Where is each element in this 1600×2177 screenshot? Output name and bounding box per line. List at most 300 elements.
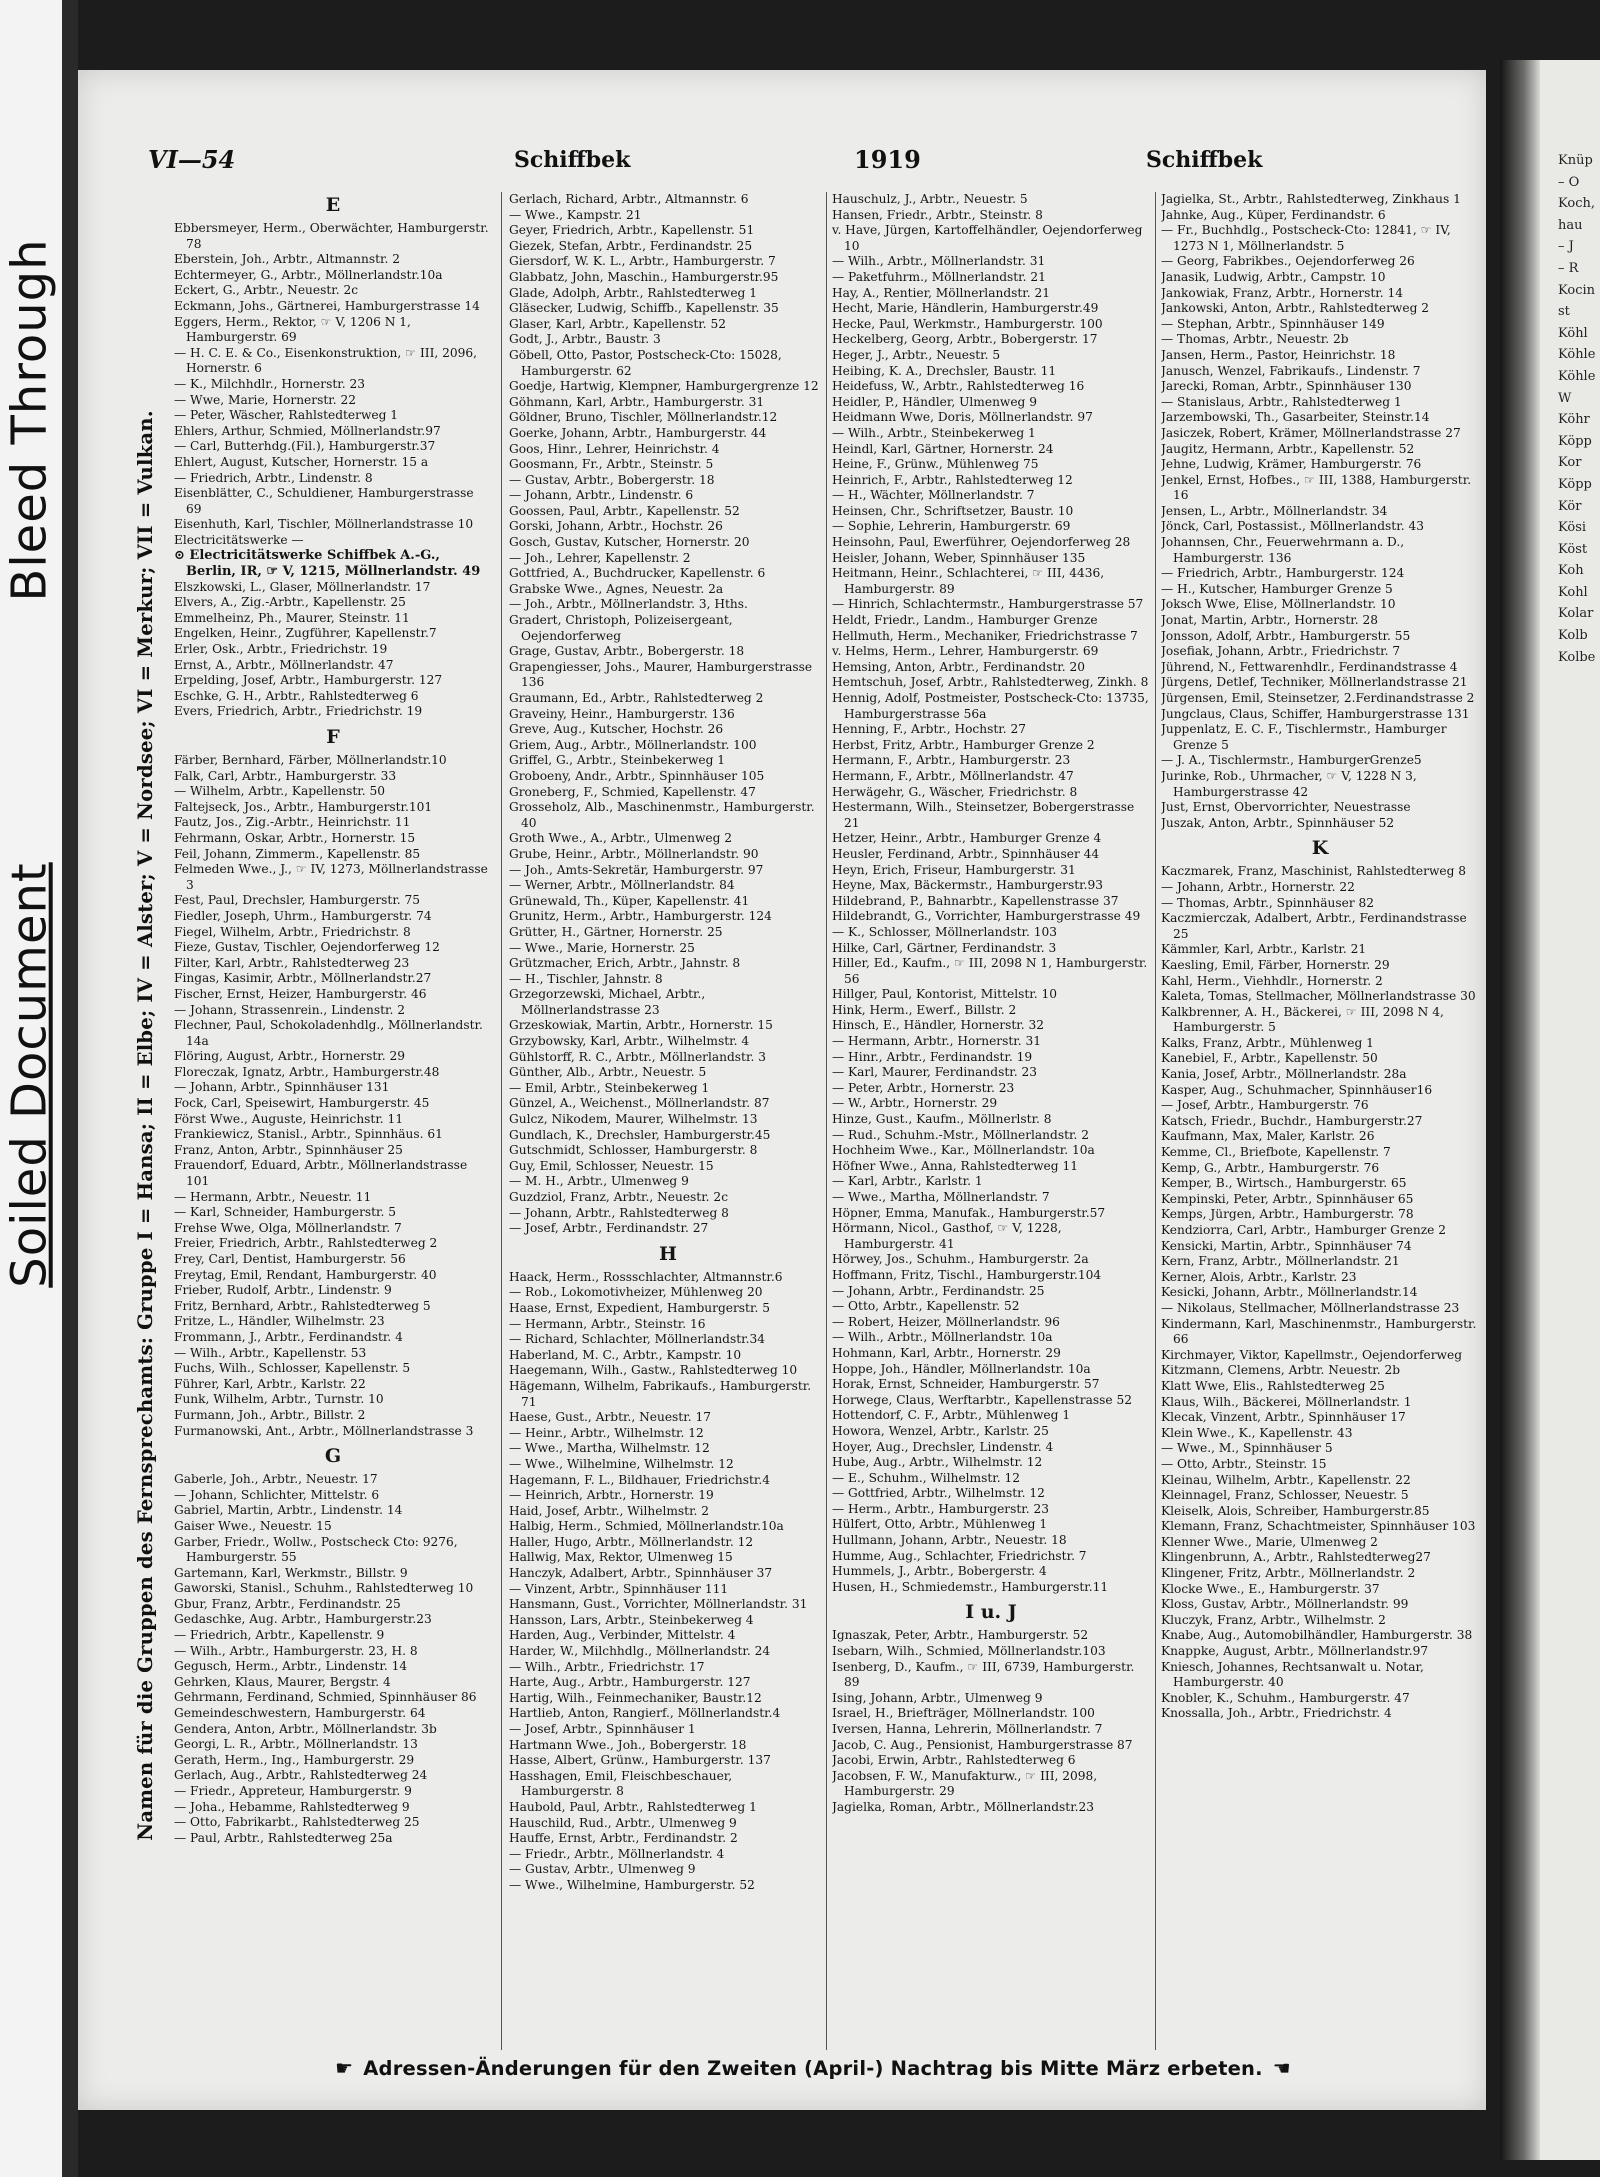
directory-entry: — K., Schlosser, Möllnerlandstr. 103 (832, 924, 1057, 939)
directory-entry: Jurinke, Rob., Uhrmacher, ☞ V, 1228 N 3, Hamburgerstrasse 42 (1161, 768, 1417, 799)
directory-entry: — Joha., Hebamme, Rahlstedterweg 9 (174, 1799, 410, 1814)
adjacent-page-line: – O (1558, 174, 1580, 190)
directory-entry: Glade, Adolph, Arbtr., Rahlstedterweg 1 (509, 285, 757, 300)
directory-entry: — Josef, Arbtr., Hamburgerstr. 76 (1161, 1098, 1369, 1113)
directory-entry: Funk, Wilhelm, Arbtr., Turnstr. 10 (174, 1392, 384, 1407)
directory-entry: Electricitätswerke — (174, 532, 304, 547)
directory-entry: Hillger, Paul, Kontorist, Mittelstr. 10 (832, 987, 1057, 1002)
directory-entry: Furmann, Joh., Arbtr., Billstr. 2 (174, 1407, 366, 1422)
directory-entry: — Robert, Heizer, Möllnerlandstr. 96 (832, 1314, 1060, 1329)
adjacent-page-line: Kolar (1558, 606, 1594, 622)
directory-entry: Kämmler, Karl, Arbtr., Karlstr. 21 (1161, 942, 1367, 957)
directory-entry: — Rob., Lokomotivheizer, Mühlenweg 20 (509, 1285, 763, 1300)
directory-entry: Harder, W., Milchhdlg., Möllnerlandstr. 24 (509, 1644, 771, 1659)
directory-entry: — Wwe., Martha, Wilhelmstr. 12 (509, 1441, 710, 1456)
adjacent-page-line: Kösi (1558, 520, 1587, 536)
directory-entry: Frankiewicz, Stanisl., Arbtr., Spinnhäus. 61 (174, 1127, 443, 1142)
directory-entry: Knossalla, Joh., Arbtr., Friedrichstr. 4 (1161, 1706, 1392, 1721)
directory-entry: Hildebrand, P., Bahnarbtr., Kapellenstrasse 37 (832, 893, 1119, 908)
adjacent-page-line: Kohl (1558, 584, 1588, 600)
directory-entry: — Wwe., Wilhelmine, Wilhelmstr. 12 (509, 1456, 734, 1471)
directory-entry: Jenkel, Ernst, Hofbes., ☞ III, 1388, Hamburgerstr. 16 (1161, 472, 1472, 503)
directory-entry: Hoyer, Aug., Drechsler, Lindenstr. 4 (832, 1439, 1054, 1454)
directory-entry: Greve, Aug., Kutscher, Hochstr. 26 (509, 722, 724, 737)
directory-entry: Kemper, B., Wirtsch., Hamburgerstr. 65 (1161, 1176, 1407, 1191)
directory-entry: — Josef, Arbtr., Ferdinandstr. 27 (509, 1221, 709, 1236)
directory-entry: Gorski, Johann, Arbtr., Hochstr. 26 (509, 519, 723, 534)
directory-entry: Kemp, G., Arbtr., Hamburgerstr. 76 (1161, 1160, 1380, 1175)
directory-entry: Gaiser Wwe., Neuestr. 15 (174, 1518, 332, 1533)
directory-entry: Hemtschuh, Josef, Arbtr., Rahlstedterweg, Zinkh. 8 (832, 675, 1149, 690)
directory-entry: — Karl, Arbtr., Karlstr. 1 (832, 1174, 983, 1189)
directory-entry: Gulcz, Nikodem, Maurer, Wilhelmstr. 13 (509, 1112, 758, 1127)
directory-entry: Jaugitz, Hermann, Arbtr., Kapellenstr. 52 (1161, 441, 1415, 456)
directory-entry: Hellmuth, Herm., Mechaniker, Friedrichstrasse 7 (832, 628, 1138, 643)
directory-entry: — Wwe., Marie, Hornerstr. 25 (509, 940, 695, 955)
directory-entry: Gehrken, Klaus, Maurer, Bergstr. 4 (174, 1674, 391, 1689)
directory-entry: Kaesling, Emil, Färber, Hornerstr. 29 (1161, 957, 1390, 972)
directory-entry: Katsch, Friedr., Buchdr., Hamburgerstr.27 (1161, 1113, 1423, 1128)
directory-entry: Hermann, F., Arbtr., Möllnerlandstr. 47 (832, 768, 1074, 783)
directory-entry: v. Have, Jürgen, Kartoffelhändler, Oejendorferweg 10 (832, 223, 1143, 253)
directory-entry: — Gustav, Arbtr., Ulmenweg 9 (509, 1862, 696, 1877)
directory-entry: Eisenblätter, C., Schuldiener, Hamburgerstrasse 69 (174, 486, 474, 516)
directory-entry: Gaberle, Joh., Arbtr., Neuestr. 17 (174, 1472, 378, 1487)
directory-entry: Jankowiak, Franz, Arbtr., Hornerstr. 14 (1161, 285, 1404, 300)
directory-entry: Jarzembowski, Th., Gasarbeiter, Steinstr.14 (1161, 410, 1430, 425)
directory-entry: — Carl, Butterhdg.(Fil.), Hamburgerstr.37 (174, 439, 436, 454)
directory-entry: Feil, Johann, Zimmerm., Kapellenstr. 85 (174, 846, 421, 861)
directory-entry: — Friedrich, Arbtr., Hamburgerstr. 124 (1161, 566, 1405, 581)
adjacent-page-line: st (1558, 304, 1570, 320)
directory-entry: Kerner, Alois, Arbtr., Karlstr. 23 (1161, 1269, 1357, 1284)
directory-entry: Grube, Heinr., Arbtr., Möllnerlandstr. 90 (509, 846, 759, 861)
directory-entry: Kensicki, Martin, Arbtr., Spinnhäuser 74 (1161, 1238, 1412, 1253)
adjacent-page-line: W (1558, 390, 1572, 406)
directory-entry: — Sophie, Lehrerin, Hamburgerstr. 69 (832, 519, 1071, 534)
directory-entry: — Otto, Arbtr., Kapellenstr. 52 (832, 1299, 1020, 1314)
column-divider (1155, 192, 1156, 2050)
directory-entry: ⊙ Electricitätswerke Schiffbek A.-G., Berlin, IR, ☞ V, 1215, Möllnerlandstr. 49 (174, 548, 481, 580)
section-letter: I u. J (965, 1601, 1017, 1624)
directory-entry: — Joh., Arbtr., Möllnerlandstr. 3, Hths. (509, 597, 748, 612)
directory-entry: Jagielka, St., Arbtr., Rahlstedterweg, Zinkhaus 1 (1161, 192, 1461, 206)
directory-entry: Giezek, Stefan, Arbtr., Ferdinandstr. 25 (509, 238, 753, 253)
directory-entry: Eberstein, Joh., Arbtr., Altmannstr. 2 (174, 252, 400, 267)
directory-entry: — Gottfried, Arbtr., Wilhelmstr. 12 (832, 1486, 1045, 1501)
directory-entry: Haese, Gust., Arbtr., Neuestr. 17 (509, 1410, 711, 1425)
directory-entry: Ehlers, Arthur, Schmied, Möllnerlandstr.97 (174, 423, 441, 438)
directory-entry: — Stephan, Arbtr., Spinnhäuser 149 (1161, 316, 1385, 331)
directory-entry: Kahl, Herm., Viehhdlr., Hornerstr. 2 (1161, 973, 1383, 988)
directory-entry: Höfner Wwe., Anna, Rahlstedterweg 11 (832, 1158, 1078, 1173)
directory-entry: Faltejseck, Jos., Arbtr., Hamburgerstr.101 (174, 799, 433, 814)
directory-entry: — Johann, Arbtr., Rahlstedterweg 8 (509, 1205, 729, 1220)
directory-entry: Hochheim Wwe., Kar., Möllnerlandstr. 10a (832, 1143, 1095, 1158)
directory-entry: — K., Milchhdlr., Hornerstr. 23 (174, 376, 365, 391)
directory-entry: Kleinnagel, Franz, Schlosser, Neuestr. 5 (1161, 1488, 1409, 1503)
directory-entry: — Joh., Amts-Sekretär, Hamburgerstr. 97 (509, 862, 764, 877)
directory-entry: Hanczyk, Adalbert, Arbtr., Spinnhäuser 37 (509, 1566, 773, 1581)
directory-entry: Gosch, Gustav, Kutscher, Hornerstr. 20 (509, 535, 750, 550)
adjacent-page-line: Kolbe (1558, 649, 1596, 665)
directory-entry: Groth Wwe., A., Arbtr., Ulmenweg 2 (509, 831, 733, 846)
directory-entry: — Johann, Arbtr., Spinnhäuser 131 (174, 1080, 390, 1095)
page-number: VI—54 (148, 145, 236, 174)
directory-entry: Hay, A., Rentier, Möllnerlandstr. 21 (832, 285, 1051, 300)
header-title-right: Schiffbek (1146, 147, 1263, 173)
adjacent-page-line: – R (1558, 260, 1579, 276)
directory-entry: Kloss, Gustav, Arbtr., Möllnerlandstr. 99 (1161, 1597, 1409, 1612)
directory-entry: Haase, Ernst, Expedient, Hamburgerstr. 5 (509, 1300, 770, 1315)
page-header (144, 145, 1444, 179)
directory-entry: Fingas, Kasimir, Arbtr., Möllnerlandstr.27 (174, 971, 432, 986)
directory-entry: Goerke, Johann, Arbtr., Hamburgerstr. 44 (509, 425, 767, 440)
directory-entry: Heinsen, Chr., Schriftsetzer, Baustr. 10 (832, 503, 1074, 518)
directory-entry: Kemps, Jürgen, Arbtr., Hamburgerstr. 78 (1161, 1207, 1414, 1222)
directory-entry: Juppenlatz, E. C. F., Tischlermstr., Hamburger Grenze 5 (1161, 722, 1447, 752)
directory-entry: — J. A., Tischlermstr., HamburgerGrenze5 (1161, 753, 1422, 768)
directory-entry: Grosseholz, Alb., Maschinenmstr., Hamburgerstr. 40 (509, 800, 815, 830)
adjacent-page-line: Köhle (1558, 368, 1596, 384)
directory-entry: Goos, Hinr., Lehrer, Heinrichstr. 4 (509, 441, 720, 456)
directory-entry: — Werner, Arbtr., Möllnerlandstr. 84 (509, 878, 735, 893)
section-letter: F (326, 726, 340, 748)
directory-entry: — Emil, Arbtr., Steinbekerweg 1 (509, 1080, 710, 1095)
directory-entry: Haegemann, Wilh., Gastw., Rahlstedterweg 10 (509, 1363, 798, 1378)
directory-entry: Klein Wwe., K., Kapellenstr. 43 (1161, 1425, 1353, 1440)
directory-entry: — Joh., Lehrer, Kapellenstr. 2 (509, 550, 691, 565)
directory-entry: Hansmann, Gust., Vorrichter, Möllnerlandstr. 31 (509, 1597, 808, 1612)
directory-entry: Färber, Bernhard, Färber, Möllnerlandstr.10 (174, 753, 447, 767)
directory-entry: Jarecki, Roman, Arbtr., Spinnhäuser 130 (1161, 379, 1412, 394)
directory-entry: — Johann, Strassenrein., Lindenstr. 2 (174, 1002, 406, 1017)
directory-entry: Kindermann, Karl, Maschinenmstr., Hamburgerstr. 66 (1161, 1316, 1477, 1347)
directory-entry: — Wilh., Arbtr., Friedrichstr. 17 (509, 1659, 705, 1674)
directory-entry: Hallwig, Max, Rektor, Ulmenweg 15 (509, 1550, 733, 1565)
directory-entry: Filter, Karl, Arbtr., Rahlstedterweg 23 (174, 955, 410, 970)
directory-entry: Hiller, Ed., Kaufm., ☞ III, 2098 N 1, Hamburgerstr. 56 (832, 956, 1148, 986)
directory-entry: Hoffmann, Fritz, Tischl., Hamburgerstr.104 (832, 1267, 1102, 1282)
directory-entry: — Rud., Schuhm.-Mstr., Möllnerlandstr. 2 (832, 1127, 1089, 1142)
directory-entry: Klecak, Vinzent, Arbtr., Spinnhäuser 17 (1161, 1410, 1406, 1425)
directory-entry: Grützmacher, Erich, Arbtr., Jahnstr. 8 (509, 956, 741, 971)
directory-entry: Harden, Aug., Verbinder, Mittelstr. 4 (509, 1628, 736, 1643)
directory-entry: Eschke, G. H., Arbtr., Rahlstedterweg 6 (174, 688, 419, 703)
directory-entry: Gutschmidt, Schlosser, Hamburgerstr. 8 (509, 1143, 758, 1158)
directory-entry: Isebarn, Wilh., Schmied, Möllnerlandstr.103 (832, 1644, 1106, 1659)
directory-entry: Heldt, Friedr., Landm., Hamburger Grenze (832, 613, 1098, 628)
directory-entry: — M. H., Arbtr., Ulmenweg 9 (509, 1174, 689, 1189)
directory-entry: Först Wwe., Auguste, Heinrichstr. 11 (174, 1111, 404, 1126)
directory-entry: — Thomas, Arbtr., Neuestr. 2b (1161, 332, 1349, 347)
directory-entry: — Wwe., Wilhelmine, Hamburgerstr. 52 (509, 1877, 755, 1892)
directory-entry: Frommann, J., Arbtr., Ferdinandstr. 4 (174, 1329, 403, 1344)
directory-entry: Grütter, H., Gärtner, Hornerstr. 25 (509, 924, 723, 939)
directory-entry: Hartlieb, Anton, Rangierf., Möllnerlandstr.4 (509, 1706, 781, 1721)
directory-entry: Janasik, Ludwig, Arbtr., Campstr. 10 (1161, 269, 1386, 284)
column-1 (174, 192, 492, 2050)
directory-entry: Jacobsen, F. W., Manufakturw., ☞ III, 2098, Hamburgerstr. 29 (832, 1768, 1098, 1799)
directory-entry: Jonat, Martin, Arbtr., Hornerstr. 28 (1161, 613, 1378, 628)
column-divider (826, 192, 827, 2050)
directory-entry: Engelken, Heinr., Zugführer, Kapellenstr.7 (174, 626, 437, 641)
directory-entry: Hemsing, Anton, Arbtr., Ferdinandstr. 20 (832, 659, 1086, 674)
directory-entry: Fuchs, Wilh., Schlosser, Kapellenstr. 5 (174, 1361, 411, 1376)
directory-entry: Gabriel, Martin, Arbtr., Lindenstr. 14 (174, 1503, 403, 1518)
adjacent-page-line: hau (1558, 217, 1583, 233)
directory-entry: — H., Wächter, Möllnerlandstr. 7 (832, 488, 1035, 503)
directory-entry: Gemeindeschwestern, Hamburgerstr. 64 (174, 1706, 426, 1721)
directory-entry: Klaus, Wilh., Bäckerei, Möllnerlandstr. 1 (1161, 1394, 1412, 1409)
directory-entry: Hummels, J., Arbtr., Bobergerstr. 4 (832, 1564, 1047, 1579)
scan-gutter (62, 0, 78, 2177)
directory-entry: Hildebrandt, G., Vorrichter, Hamburgerstrasse 49 (832, 909, 1141, 924)
directory-entry: Knabe, Aug., Automobilhändler, Hamburgerstr. 38 (1161, 1628, 1473, 1643)
directory-entry: — Wilhelm, Arbtr., Kapellenstr. 50 (174, 784, 386, 799)
directory-entry: Eggers, Herm., Rektor, ☞ V, 1206 N 1, Hamburgerstr. 69 (174, 314, 411, 345)
directory-entry: Jonsson, Adolf, Arbtr., Hamburgerstr. 55 (1161, 628, 1411, 643)
section-letter: H (659, 1242, 677, 1265)
directory-entry: Guzdziol, Franz, Arbtr., Neuestr. 2c (509, 1190, 729, 1204)
directory-entry: Kern, Franz, Arbtr., Möllnerlandstr. 21 (1161, 1254, 1400, 1269)
directory-entry: Heusler, Ferdinand, Arbtr., Spinnhäuser 44 (832, 846, 1100, 861)
adjacent-page-line: Kolb (1558, 628, 1588, 644)
directory-entry: Jagielka, Roman, Arbtr., Möllnerlandstr.23 (832, 1799, 1095, 1814)
directory-entry: — Heinrich, Arbtr., Hornerstr. 19 (509, 1488, 714, 1503)
directory-entry: Israel, H., Briefträger, Möllnerlandstr. 100 (832, 1706, 1095, 1721)
directory-entry: — Johann, Arbtr., Hornerstr. 22 (1161, 879, 1355, 894)
directory-entry: Haubold, Paul, Arbtr., Rahlstedterweg 1 (509, 1799, 757, 1814)
column-4 (1161, 192, 1479, 2050)
directory-entry: Janusch, Wenzel, Fabrikaufs., Lindenstr. 7 (1161, 363, 1421, 378)
directory-entry: Kluczyk, Franz, Arbtr., Wilhelmstr. 2 (1161, 1612, 1386, 1627)
directory-entry: — Vinzent, Arbtr., Spinnhäuser 111 (509, 1581, 729, 1596)
adjacent-page-line: Köpp (1558, 433, 1592, 449)
directory-entry: Herbst, Fritz, Arbtr., Hamburger Grenze 2 (832, 737, 1095, 752)
directory-entry: Graumann, Ed., Arbtr., Rahlstedterweg 2 (509, 691, 764, 705)
directory-entry: — Peter, Wäscher, Rahlstedterweg 1 (174, 408, 399, 423)
directory-entry: Frey, Carl, Dentist, Hamburgerstr. 56 (174, 1252, 406, 1266)
directory-entry: Gbur, Franz, Arbtr., Ferdinandstr. 25 (174, 1596, 401, 1611)
directory-entry: Gottfried, A., Buchdrucker, Kapellenstr. 6 (509, 566, 766, 581)
directory-entry: Führer, Karl, Arbtr., Karlstr. 22 (174, 1376, 366, 1391)
directory-entry: Haller, Hugo, Arbtr., Möllnerlandstr. 12 (509, 1534, 754, 1549)
directory-entry: Fehrmann, Oskar, Arbtr., Hornerstr. 15 (174, 830, 416, 845)
directory-entry: Jensen, L., Arbtr., Möllnerlandstr. 34 (1161, 503, 1388, 518)
adjacent-page-line: Köpp (1558, 476, 1592, 492)
directory-entry: Fautz, Jos., Zig.-Arbtr., Heinrichstr. 11 (174, 815, 411, 830)
adjacent-page-line: Kocin (1558, 282, 1596, 298)
directory-entry: Grunitz, Herm., Arbtr., Hamburgerstr. 124 (509, 909, 772, 924)
directory-entry: — Karl, Maurer, Ferdinandstr. 23 (832, 1065, 1037, 1080)
directory-entry: Glaser, Karl, Arbtr., Kapellenstr. 52 (509, 316, 727, 331)
directory-entry: Gaworski, Stanisl., Schuhm., Rahlstedterweg 10 (174, 1581, 474, 1596)
directory-entry: — Stanislaus, Arbtr., Rahlstedterweg 1 (1161, 394, 1402, 409)
directory-entry: — Johann, Arbtr., Ferdinandstr. 25 (832, 1283, 1045, 1298)
directory-entry: Hasse, Albert, Grünw., Hamburgerstr. 137 (509, 1753, 771, 1768)
directory-entry: Hägemann, Wilhelm, Fabrikaufs., Hamburgerstr. 71 (509, 1378, 812, 1409)
directory-entry: Hörmann, Nicol., Gasthof, ☞ V, 1228, Hamburgerstr. 41 (832, 1221, 1062, 1251)
directory-entry: Klemann, Franz, Schachtmeister, Spinnhäuser 103 (1161, 1519, 1476, 1534)
pointing-hand-icon: ☚ (1272, 2056, 1291, 2080)
directory-entry: Gartemann, Karl, Werkmstr., Billstr. 9 (174, 1565, 408, 1580)
directory-entry: — Hinr., Arbtr., Ferdinandstr. 19 (832, 1049, 1033, 1064)
directory-entry: Jungclaus, Claus, Schiffer, Hamburgerstrasse 131 (1161, 706, 1470, 721)
directory-entry: Hink, Herm., Ewerf., Billstr. 2 (832, 1002, 1017, 1017)
directory-entry: Kasper, Aug., Schuhmacher, Spinnhäuser16 (1161, 1082, 1433, 1097)
directory-entry: Heindl, Karl, Gärtner, Hornerstr. 24 (832, 441, 1054, 456)
directory-entry: Grzeskowiak, Martin, Arbtr., Hornerstr. 15 (509, 1018, 773, 1033)
directory-entry: Frauendorf, Eduard, Arbtr., Möllnerlandstrasse 101 (174, 1158, 468, 1189)
directory-entry: Fischer, Ernst, Heizer, Hamburgerstr. 46 (174, 986, 427, 1001)
directory-entry: Gerlach, Richard, Arbtr., Altmannstr. 6 (509, 192, 749, 206)
directory-entry: Hauffe, Ernst, Arbtr., Ferdinandstr. 2 (509, 1831, 738, 1846)
directory-entry: — E., Schuhm., Wilhelmstr. 12 (832, 1470, 1021, 1485)
directory-entry: Heyn, Erich, Friseur, Hamburgerstr. 31 (832, 862, 1076, 877)
directory-entry: Knappke, August, Arbtr., Möllnerlandstr.97 (1161, 1644, 1429, 1659)
directory-entry: Kaufmann, Max, Maler, Karlstr. 26 (1161, 1129, 1375, 1144)
directory-entry: — Nikolaus, Stellmacher, Möllnerlandstrasse 23 (1161, 1300, 1460, 1315)
column-3 (832, 192, 1150, 2050)
directory-entry: — Otto, Fabrikarbt., Rahlstedterweg 25 (174, 1815, 420, 1830)
directory-entry: Gerlach, Aug., Arbtr., Rahlstedterweg 24 (174, 1768, 428, 1783)
directory-entry: Giersdorf, W. K. L., Arbtr., Hamburgerstr. 7 (509, 254, 776, 269)
directory-entry: — Thomas, Arbtr., Spinnhäuser 82 (1161, 895, 1375, 910)
directory-entry: Gläsecker, Ludwig, Schiffb., Kapellenstr. 35 (509, 301, 779, 316)
directory-entry: — Hermann, Arbtr., Hornerstr. 31 (832, 1034, 1042, 1049)
directory-entry: Just, Ernst, Obervorrichter, Neuestrasse (1161, 800, 1411, 815)
directory-entry: Heckelberg, Georg, Arbtr., Bobergerstr. 17 (832, 332, 1098, 347)
directory-entry: Heger, J., Arbtr., Neuestr. 5 (832, 347, 1001, 362)
directory-entry: Frieber, Rudolf, Arbtr., Lindenstr. 9 (174, 1283, 392, 1298)
directory-entry: — Wwe., M., Spinnhäuser 5 (1161, 1441, 1333, 1456)
directory-entry: Fiegel, Wilhelm, Arbtr., Friedrichstr. 8 (174, 924, 411, 939)
directory-entry: — Hinrich, Schlachtermstr., Hamburgerstrasse 57 (832, 597, 1144, 612)
banner-text: Namen für die Gruppen des Fernsprechamts: Gruppe I = Hansa; II = Elbe; IV = Alster; V = Nordsee; VI = Merkur; VII = Vulkan. (133, 409, 157, 1841)
adjacent-page-line: Kor (1558, 455, 1582, 471)
directory-entry: Jehne, Ludwig, Krämer, Hamburgerstr. 76 (1161, 457, 1422, 472)
directory-entry: — Paul, Arbtr., Rahlstedterweg 25a (174, 1830, 393, 1845)
directory-entry: Gradert, Christoph, Polizeisergeant, Oejendorferweg (509, 613, 733, 643)
directory-entry: Horak, Ernst, Schneider, Hamburgerstr. 57 (832, 1377, 1100, 1392)
directory-entry: — Wilh., Arbtr., Steinbekerweg 1 (832, 425, 1036, 440)
directory-entry: — Wilh., Arbtr., Möllnerlandstr. 31 (832, 254, 1046, 269)
directory-entry: Fiedler, Joseph, Uhrm., Hamburgerstr. 74 (174, 908, 432, 923)
directory-entry: Echtermeyer, G., Arbtr., Möllnerlandstr.10a (174, 267, 443, 282)
soiled-document-stamp: Soiled Document (2, 862, 58, 1288)
adjacent-page-line: Köst (1558, 541, 1588, 557)
directory-entry: Klingenbrunn, A., Arbtr., Rahlstedterweg27 (1161, 1550, 1431, 1565)
directory-entry: Grapengiesser, Johs., Maurer, Hamburgerstrasse 136 (509, 659, 813, 690)
adjacent-page-line: Köhle (1558, 347, 1596, 363)
directory-entry: Griffel, G., Arbtr., Steinbekerweg 1 (509, 753, 726, 768)
directory-entry: — Fr., Buchhdlg., Postscheck-Cto: 12841, ☞ IV, 1273 N 1, Möllnerlandstr. 5 (1161, 223, 1451, 253)
directory-entry: Groneberg, F., Schmied, Kapellenstr. 47 (509, 784, 756, 799)
directory-entry: Jürgensen, Emil, Steinsetzer, 2.Ferdinandstrasse 2 (1161, 691, 1475, 705)
directory-entry: Göldner, Bruno, Tischler, Möllnerlandstr.12 (509, 410, 778, 425)
directory-entry: Hinsch, E., Händler, Hornerstr. 32 (832, 1018, 1045, 1033)
directory-entry: — Friedr., Arbtr., Möllnerlandstr. 4 (509, 1846, 725, 1861)
directory-entry: Josefiak, Johann, Arbtr., Friedrichstr. 7 (1161, 644, 1401, 659)
directory-entry: Heidefuss, W., Arbtr., Rahlstedterweg 16 (832, 379, 1085, 394)
directory-entry: Freier, Friedrich, Arbtr., Rahlstedterweg 2 (174, 1236, 438, 1251)
directory-entry: Grzybowsky, Karl, Arbtr., Wilhelmstr. 4 (509, 1034, 750, 1049)
directory-entry: Jührend, N., Fettwarenhdlr., Ferdinandstrasse 4 (1161, 659, 1458, 674)
directory-entry: — H., Tischler, Jahnstr. 8 (509, 971, 663, 986)
directory-entry: Günzel, A., Weichenst., Möllnerlandstr. 87 (509, 1096, 770, 1111)
directory-entry: Ehlert, August, Kutscher, Hornerstr. 15 a (174, 454, 429, 469)
section-letter: E (325, 194, 341, 216)
directory-entry: Kaczmierczak, Adalbert, Arbtr., Ferdinandstrasse 25 (1161, 911, 1467, 941)
bleed-through-stamp: Bleed Through (2, 238, 58, 602)
directory-entry: Göbell, Otto, Pastor, Postscheck-Cto: 15028, Hamburgerstr. 62 (509, 347, 782, 378)
directory-entry: Jacobi, Erwin, Arbtr., Rahlstedterweg 6 (832, 1753, 1076, 1768)
directory-entry: — Wilh., Arbtr., Kapellenstr. 53 (174, 1345, 367, 1360)
directory-entry: Hinze, Gust., Kaufm., Möllnerlstr. 8 (832, 1112, 1052, 1127)
directory-entry: Isenberg, D., Kaufm., ☞ III, 6739, Hamburgerstr. 89 (832, 1659, 1135, 1690)
directory-entry: — Johann, Schlichter, Mittelstr. 6 (174, 1487, 380, 1502)
directory-entry: Haid, Josef, Arbtr., Wilhelmstr. 2 (509, 1503, 710, 1518)
column-2 (509, 192, 827, 2050)
directory-entry: Hube, Aug., Arbtr., Wilhelmstr. 12 (832, 1455, 1043, 1470)
directory-entry: Eisenhuth, Karl, Tischler, Möllnerlandstrasse 10 (174, 517, 474, 532)
directory-entry: Horwege, Claus, Werftarbtr., Kapellenstrasse 52 (832, 1392, 1133, 1407)
directory-entry: Felmeden Wwe., J., ☞ IV, 1273, Möllnerlandstrasse 3 (174, 862, 488, 892)
directory-entry: Henning, F., Arbtr., Hochstr. 27 (832, 722, 1026, 737)
directory-entry: — Johann, Arbtr., Lindenstr. 6 (509, 488, 694, 503)
directory-entry: Heine, F., Grünw., Mühlenweg 75 (832, 457, 1039, 472)
directory-entry: Juszak, Anton, Arbtr., Spinnhäuser 52 (1161, 815, 1395, 830)
header-title-left: Schiffbek (514, 147, 631, 173)
directory-entry: Joksch Wwe, Elise, Möllnerlandstr. 10 (1161, 597, 1396, 612)
adjacent-page-line: Köhr (1558, 412, 1590, 428)
directory-entry: Gedaschke, Aug. Arbtr., Hamburgerstr.23 (174, 1612, 432, 1627)
directory-entry: — Georg, Fabrikbes., Oejendorferweg 26 (1161, 254, 1415, 269)
telephone-groups-banner (118, 210, 172, 2040)
directory-entry: Haack, Herm., Rossschlachter, Altmannstr.6 (509, 1269, 783, 1284)
directory-entry: Godt, J., Arbtr., Baustr. 3 (509, 332, 661, 347)
directory-entry: Geyer, Friedrich, Arbtr., Kapellenstr. 51 (509, 223, 755, 238)
directory-entry: Hohmann, Karl, Arbtr., Hornerstr. 29 (832, 1345, 1061, 1360)
directory-entry: Hestermann, Wilh., Steinsetzer, Bobergerstrasse 21 (832, 800, 1135, 830)
scan-margin-strip (0, 0, 62, 2177)
directory-entry: Herwägehr, G., Wäscher, Friedrichstr. 8 (832, 784, 1078, 799)
directory-entry: Heyne, Max, Bäckermstr., Hamburgerstr.93 (832, 878, 1103, 893)
directory-entry: Groboeny, Andr., Arbtr., Spinnhäuser 105 (509, 768, 765, 783)
directory-entry: Günther, Alb., Arbtr., Neuestr. 5 (509, 1065, 707, 1080)
adjacent-page-line: Koh (1558, 563, 1584, 579)
directory-entry: Graveiny, Heinr., Hamburgerstr. 136 (509, 706, 735, 721)
directory-entry: Kalkbrenner, A. H., Bäckerei, ☞ III, 2098 N 4, Hamburgerstr. 5 (1161, 1004, 1444, 1035)
page-fold-shadow (1500, 60, 1540, 2160)
adjacent-page-line: Knüp (1558, 153, 1593, 168)
directory-entry: Jasiczek, Robert, Krämer, Möllnerlandstrasse 27 (1161, 425, 1461, 440)
directory-entry: — Hermann, Arbtr., Steinstr. 16 (509, 1316, 706, 1331)
directory-entry: Hülfert, Otto, Arbtr., Mühlenweg 1 (832, 1517, 1048, 1532)
directory-entry: Garber, Friedr., Wollw., Postscheck Cto: 9276, Hamburgerstr. 55 (174, 1534, 458, 1565)
directory-entry: Jahnke, Aug., Küper, Ferdinandstr. 6 (1161, 207, 1386, 222)
directory-entry: Grzegorzewski, Michael, Arbtr., Möllnerlandstrasse 23 (509, 987, 706, 1017)
directory-entry: Heinrich, F., Arbtr., Rahlstedterweg 12 (832, 472, 1073, 487)
directory-entry: Fock, Carl, Speisewirt, Hamburgerstr. 45 (174, 1096, 430, 1111)
directory-entry: Hartmann Wwe., Joh., Bobergerstr. 18 (509, 1737, 747, 1752)
directory-entry: Glabbatz, John, Maschin., Hamburgerstr.95 (509, 269, 779, 284)
directory-entry: — Heinr., Arbtr., Wilhelmstr. 12 (509, 1425, 704, 1440)
directory-entry: Haberland, M. C., Arbtr., Kampstr. 10 (509, 1347, 742, 1362)
column-divider (501, 192, 502, 2050)
directory-entry: Flöring, August, Arbtr., Hornerstr. 29 (174, 1049, 406, 1064)
